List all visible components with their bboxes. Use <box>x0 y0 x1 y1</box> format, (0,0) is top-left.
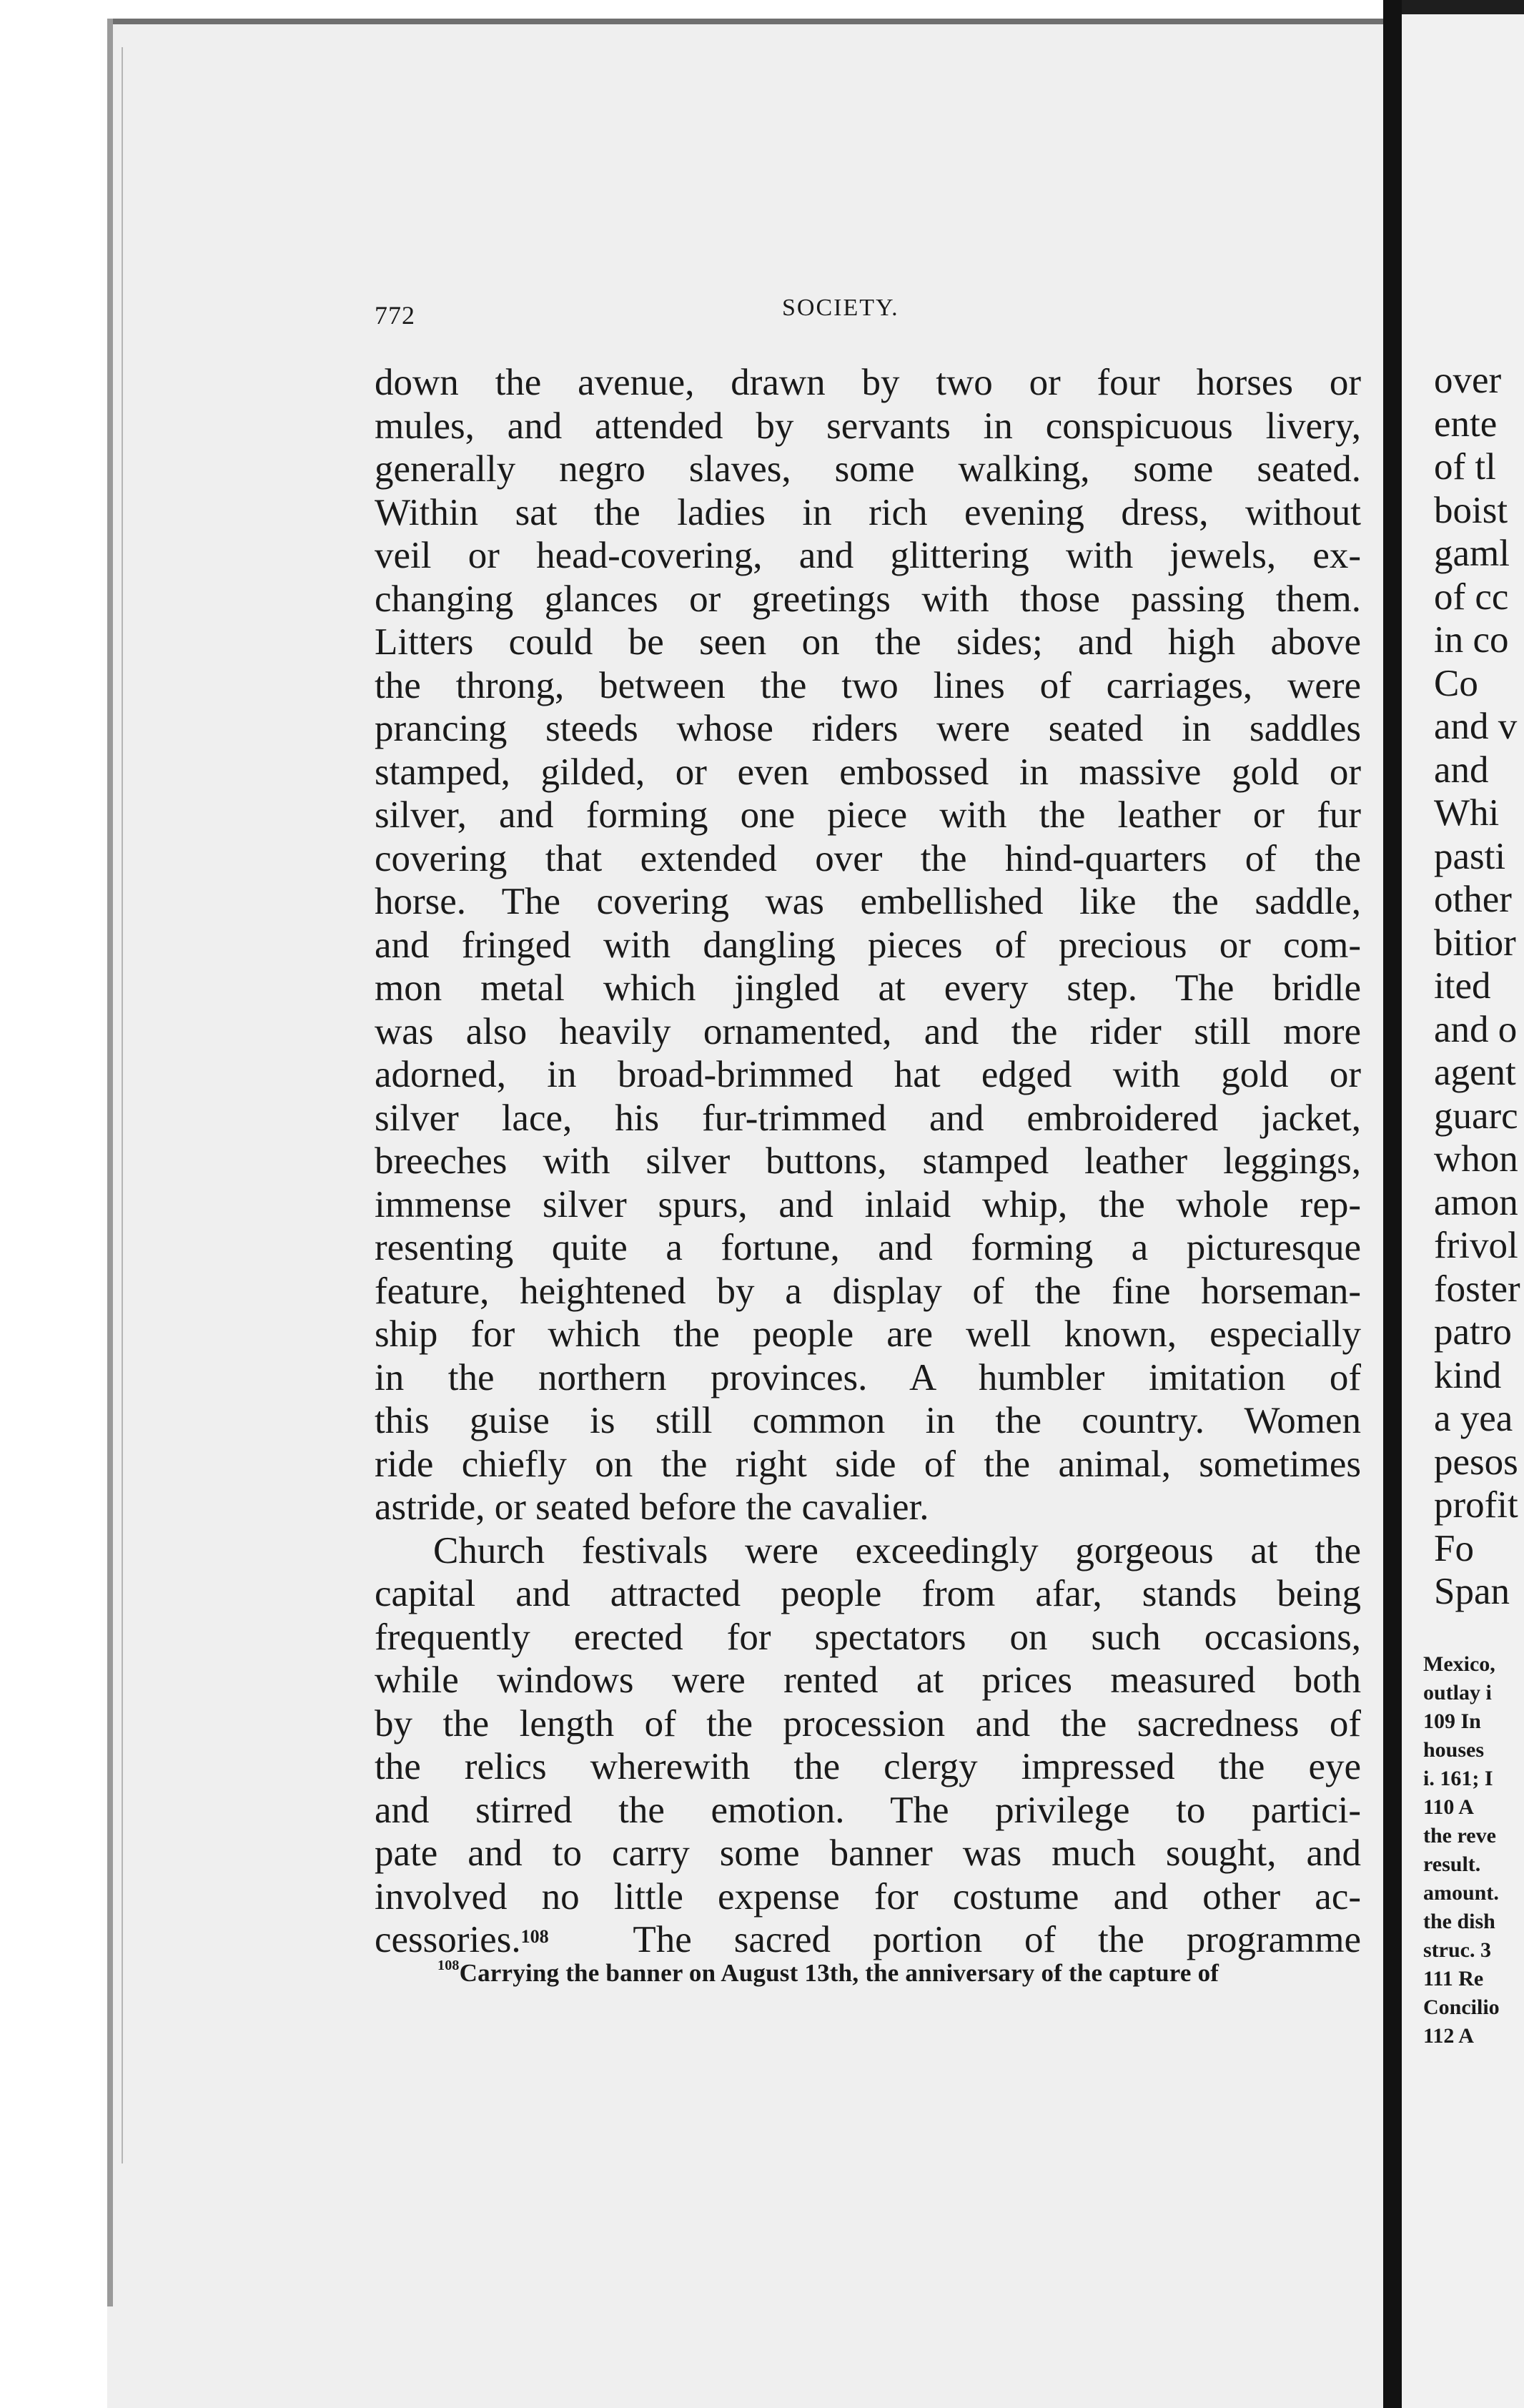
facing-page-note: Mexico, <box>1423 1652 1495 1676</box>
facing-page-note: 111 Re <box>1423 1967 1484 1990</box>
book-gutter <box>1383 0 1402 2408</box>
facing-page-note: 112 A <box>1423 2024 1474 2048</box>
text-line: prancing steeds whose riders were seated in saddles <box>375 708 1361 749</box>
text-line: covering that extended over the hind-quarters of the <box>375 837 1361 879</box>
text-line: astride, or seated before the cavalier. <box>375 1486 929 1528</box>
text-line: down the avenue, drawn by two or four horses or <box>375 362 1361 403</box>
facing-page-note: 110 A <box>1423 1795 1474 1819</box>
facing-page-note: outlay i <box>1423 1681 1492 1704</box>
footnote <box>437 1959 1367 1988</box>
text-line: veil or head-covering, and glittering with jewels, ex- <box>375 535 1361 576</box>
facing-page-line: and o <box>1434 1008 1518 1050</box>
facing-page-note: result. <box>1423 1852 1481 1876</box>
facing-page-line: patro <box>1434 1311 1512 1353</box>
text-line: resenting quite a fortune, and forming a picturesque <box>375 1227 1361 1268</box>
page-edge-inner <box>122 47 123 2163</box>
text-line: frequently erected for spectators on such occasions, <box>375 1616 1361 1658</box>
text-line: the throng, between the two lines of carriages, were <box>375 664 1361 706</box>
text-line: Within sat the ladies in rich evening dress, without <box>375 491 1361 533</box>
facing-page-line: Co <box>1434 662 1478 704</box>
text-line: the relics wherewith the clergy impressed the eye <box>375 1746 1361 1787</box>
facing-page-line: other <box>1434 879 1512 920</box>
text-line: changing glances or greetings with those passing them. <box>375 578 1361 620</box>
page-number: 772 <box>375 301 415 330</box>
text-line: immense silver spurs, and inlaid whip, the whole rep- <box>375 1183 1361 1225</box>
facing-page-line: pesos <box>1434 1441 1518 1483</box>
facing-page-line: amon <box>1434 1181 1518 1223</box>
facing-page-line: kind <box>1434 1354 1502 1396</box>
page-edge-left <box>107 19 113 2306</box>
text-line: mon metal which jingled at every step. The bridle <box>375 967 1361 1009</box>
page-header <box>375 295 1361 337</box>
text-fragment: The sacred portion of the programme <box>633 1919 1361 1960</box>
text-line: adorned, in broad-brimmed hat edged with gold or <box>375 1054 1361 1095</box>
text-line: ship for which the people are well known, especially <box>375 1313 1361 1355</box>
text-line: involved no little expense for costume and other ac- <box>375 1875 1361 1918</box>
facing-page-line: Whi <box>1434 792 1500 834</box>
facing-page-line: frivol <box>1434 1225 1518 1266</box>
facing-page-footnotes <box>1423 1650 1500 2051</box>
facing-page-note: the reve <box>1423 1824 1496 1847</box>
facing-page-line: pasti <box>1434 835 1506 877</box>
facing-page-note: 109 In <box>1423 1709 1481 1733</box>
text-line: silver lace, his fur-trimmed and embroidered jacket, <box>375 1097 1361 1139</box>
text-line: capital and attracted people from afar, stands being <box>375 1573 1361 1614</box>
facing-page-note: amount. <box>1423 1881 1499 1905</box>
body-text <box>375 361 1361 1962</box>
text-line: stamped, gilded, or even embossed in massive gold or <box>375 751 1361 793</box>
facing-page-line: Span <box>1434 1571 1510 1612</box>
facing-page-line: of tl <box>1434 446 1496 488</box>
text-line: in the northern provinces. A humbler imitation of <box>375 1356 1361 1398</box>
facing-page-note: the dish <box>1423 1910 1495 1933</box>
footnote-reference: 108 <box>520 1926 549 1947</box>
text-line: breeches with silver buttons, stamped leather leggings, <box>375 1140 1361 1182</box>
facing-page-edge <box>1402 0 1524 14</box>
facing-page-line: ited <box>1434 965 1491 1007</box>
text-line: ride chiefly on the right side of the animal, sometimes <box>375 1443 1361 1485</box>
facing-page-note: Concilio <box>1423 1995 1500 2019</box>
facing-page-line: ente <box>1434 403 1498 445</box>
text-line: was also heavily ornamented, and the rider still more <box>375 1010 1361 1052</box>
text-line: and stirred the emotion. The privilege to partici- <box>375 1789 1361 1831</box>
text-line: mules, and attended by servants in conspicuous livery, <box>375 405 1361 447</box>
facing-page-line: Fo <box>1434 1527 1474 1569</box>
text-line: feature, heightened by a display of the fine horseman- <box>375 1270 1361 1312</box>
facing-page-line: gaml <box>1434 533 1510 574</box>
text-line: Church festivals were exceedingly gorgeous at the <box>433 1529 1361 1571</box>
text-line-last <box>375 1918 1361 1962</box>
text-line: this guise is still common in the country. Women <box>375 1400 1361 1441</box>
facing-page-line: a yea <box>1434 1398 1513 1439</box>
text-fragment: cessories. <box>375 1919 521 1960</box>
facing-page-note: struc. 3 <box>1423 1938 1491 1962</box>
facing-page-note: i. 161; I <box>1423 1767 1493 1790</box>
text-line: by the length of the procession and the sacredness of <box>375 1702 1361 1745</box>
running-head: SOCIETY. <box>782 295 899 321</box>
facing-page-line: over <box>1434 360 1502 401</box>
text-line: and fringed with dangling pieces of precious or com- <box>375 924 1361 966</box>
facing-page-line: boist <box>1434 489 1508 531</box>
text-line: pate and to carry some banner was much sought, and <box>375 1832 1361 1874</box>
facing-page-line: of cc <box>1434 576 1509 618</box>
facing-page-line: guarc <box>1434 1095 1518 1137</box>
text-line: horse. The covering was embellished like the saddle, <box>375 881 1361 922</box>
text-line: silver, and forming one piece with the leather or fur <box>375 794 1361 836</box>
facing-page-line: whon <box>1434 1138 1518 1180</box>
facing-page-note: houses <box>1423 1738 1485 1762</box>
facing-page-line: foster <box>1434 1268 1520 1310</box>
page-edge-top <box>107 19 1383 24</box>
footnote-marker: 108 <box>437 1958 460 1973</box>
facing-page-text <box>1434 359 1520 1614</box>
facing-page-line: in co <box>1434 619 1509 661</box>
facing-page-line: bitior <box>1434 922 1516 964</box>
facing-page-line: profit <box>1434 1484 1518 1526</box>
text-line: while windows were rented at prices measured both <box>375 1659 1361 1701</box>
facing-page-line: and v <box>1434 706 1518 747</box>
text-line: generally negro slaves, some walking, some seated. <box>375 448 1361 490</box>
text-line: Litters could be seen on the sides; and high above <box>375 621 1361 663</box>
facing-page-line: agent <box>1434 1052 1516 1093</box>
footnote-text: Carrying the banner on August 13th, the anniversary of the capture of <box>459 1959 1219 1987</box>
facing-page <box>1402 0 1524 2408</box>
facing-page-line: and <box>1434 749 1489 791</box>
